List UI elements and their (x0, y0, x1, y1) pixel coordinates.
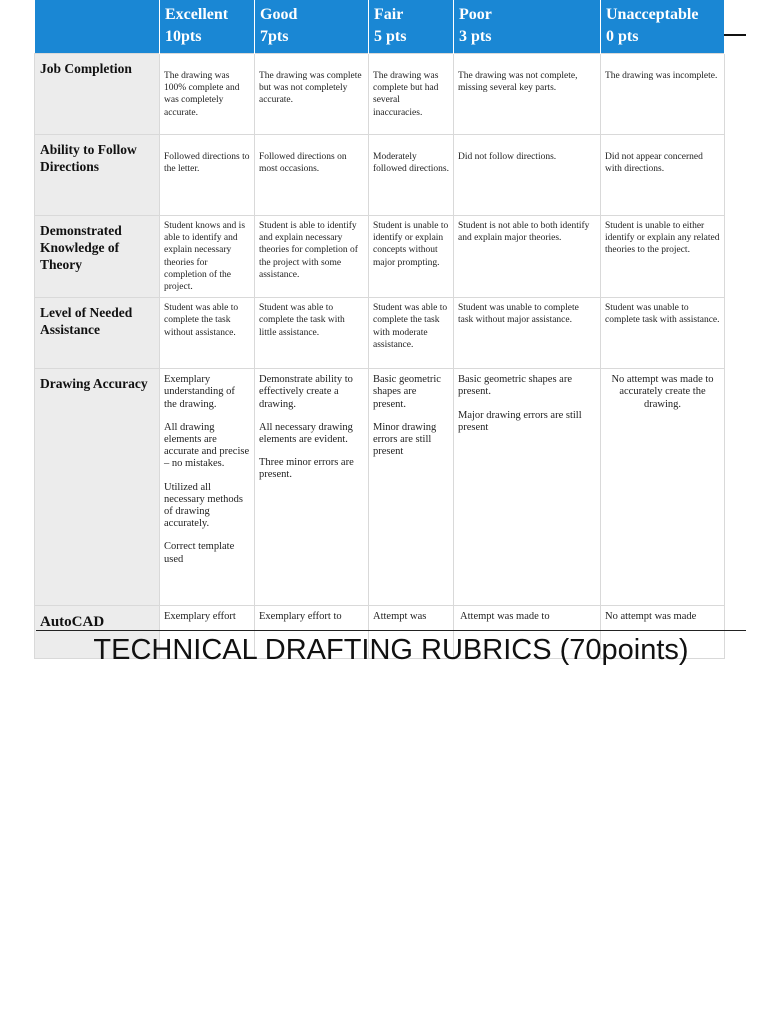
header-level-label: Fair (374, 6, 404, 23)
header-rule-stub (724, 34, 746, 36)
header-points-label: 10pts (165, 28, 202, 45)
cell-excellent: The drawing was 100% complete and was completely accurate. (160, 54, 255, 135)
cell-good: Exemplary effort to (255, 606, 369, 659)
cell-good: Student was able to complete the task with little assistance. (255, 298, 369, 369)
cell-fair: Student was able to complete the task with moderate assistance. (369, 298, 454, 369)
cell-poor: Did not follow directions. (454, 135, 601, 216)
cell-fair: Moderately followed directions. (369, 135, 454, 216)
cell-good: Student is able to identify and explain necessary theories for completion of the project with some assistance. (255, 216, 369, 298)
cell-good: Followed directions on most occasions. (255, 135, 369, 216)
header-excellent (160, 0, 255, 54)
cell-unacceptable: Student is unable to either identify or explain any related theories to the project. (601, 216, 725, 298)
criterion-label: Drawing Accuracy (35, 369, 160, 606)
header-level-label: Unacceptable (606, 6, 699, 23)
header-level-label: Good (260, 6, 298, 23)
header-level-label: Poor (459, 6, 492, 23)
page-title: TECHNICAL DRAFTING RUBRICS (70points) (93, 634, 689, 666)
cell-unacceptable: Did not appear concerned with directions. (601, 135, 725, 216)
rubric-row-follow-directions (35, 135, 725, 216)
cell-unacceptable: The drawing was incomplete. (601, 54, 725, 135)
cell-fair: Student is unable to identify or explain concepts without major prompting. (369, 216, 454, 298)
header-points-label: 0 pts (606, 28, 639, 45)
header-good (255, 0, 369, 54)
header-criteria-blank (35, 0, 160, 54)
header-points-label: 7pts (260, 28, 289, 45)
criterion-label: Demonstrated Knowledge of Theory (35, 216, 160, 298)
cell-poor: Basic geometric shapes are present. Major drawing errors are still present (454, 369, 601, 606)
cell-unacceptable: Student was unable to complete task with assistance. (601, 298, 725, 369)
rubric-table-container (34, 0, 724, 631)
rubric-row-needed-assistance (35, 298, 725, 369)
header-poor (454, 0, 601, 54)
cell-poor: Student was unable to complete task without major assistance. (454, 298, 601, 369)
header-points-label: 3 pts (459, 28, 492, 45)
cell-excellent: Exemplary understanding of the drawing. All drawing elements are accurate and precise – no mistakes. Utilized all necessary methods of drawing accurately. Correct template used (160, 369, 255, 606)
cell-poor: The drawing was not complete, missing several key parts. (454, 54, 601, 135)
cell-fair: Attempt was (369, 606, 454, 659)
cell-excellent: Student was able to complete the task without assistance. (160, 298, 255, 369)
cell-poor: Student is not able to both identify and explain major theories. (454, 216, 601, 298)
criterion-label: Job Completion (35, 54, 160, 135)
header-level-label: Excellent (165, 6, 229, 23)
criterion-label: Ability to Follow Directions (35, 135, 160, 216)
criterion-label: AutoCAD (35, 606, 160, 659)
cell-good: Demonstrate ability to effectively create a drawing. All necessary drawing elements are evident. Three minor errors are present. (255, 369, 369, 606)
cell-excellent: Student knows and is able to identify and explain necessary theories for completion of the project. (160, 216, 255, 298)
rubric-header-row (35, 0, 725, 54)
rubric-row-knowledge-of-theory (35, 216, 725, 298)
header-points-label: 5 pts (374, 28, 407, 45)
cell-fair: The drawing was complete but had several inaccuracies. (369, 54, 454, 135)
cell-unacceptable: No attempt was made to accurately create the drawing. (601, 369, 725, 606)
header-fair (369, 0, 454, 54)
cell-excellent: Exemplary effort (160, 606, 255, 659)
criterion-label: Level of Needed Assistance (35, 298, 160, 369)
cell-excellent: Followed directions to the letter. (160, 135, 255, 216)
header-unacceptable (601, 0, 725, 54)
rubric-row-job-completion (35, 54, 725, 135)
cell-good: The drawing was complete but was not completely accurate. (255, 54, 369, 135)
cell-unacceptable: No attempt was made (601, 606, 725, 659)
cell-fair: Basic geometric shapes are present. Minor drawing errors are still present (369, 369, 454, 606)
rubric-row-drawing-accuracy (35, 369, 725, 606)
cell-poor: Attempt was made to (454, 606, 601, 659)
rubric-table (34, 0, 725, 659)
